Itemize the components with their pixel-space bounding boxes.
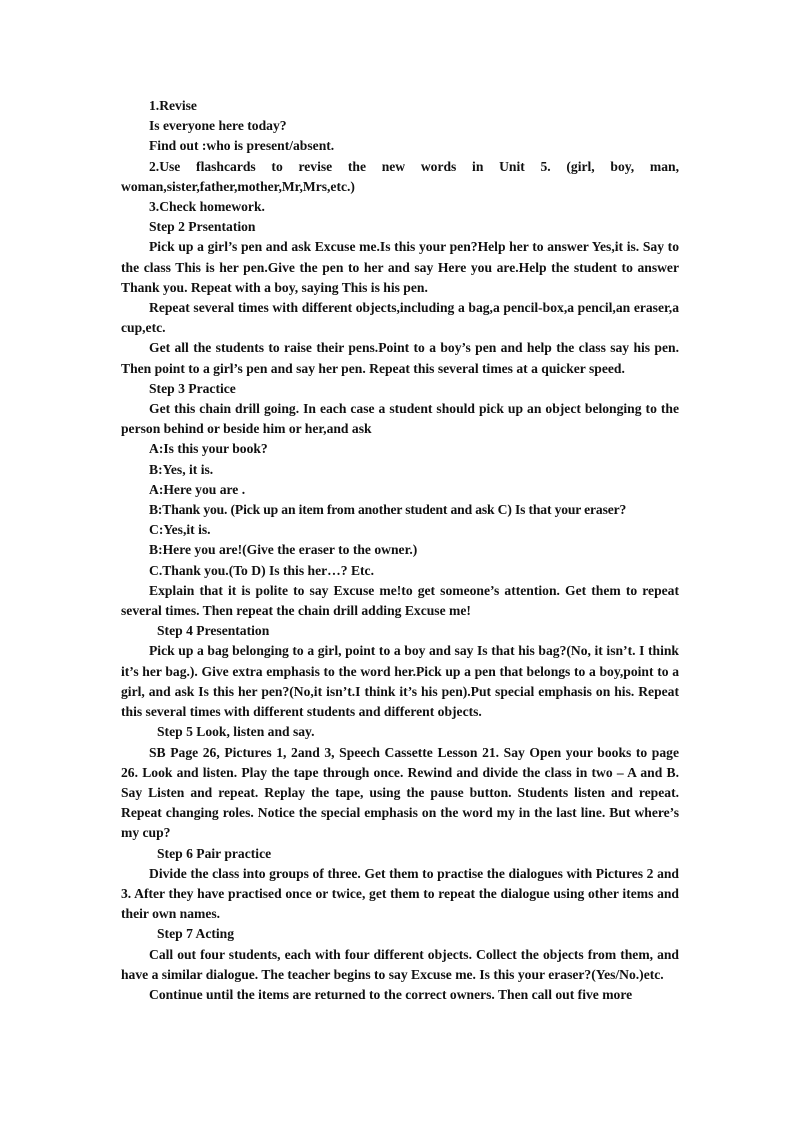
paragraph: Explain that it is polite to say Excuse me!to get someone’s attention. Get them to repeat several times. Then repeat the chain drill adding Excuse me! bbox=[121, 582, 679, 619]
dialogue-line: C.Thank you.(To D) Is this her…? Etc. bbox=[149, 562, 374, 578]
step-heading: Step 3 Practice bbox=[149, 380, 236, 396]
paragraph: Get all the students to raise their pens.Point to a boy’s pen and help the class say his pen. Then point to a girl’s pen and say her pen. Repeat this several times at a quicker speed. bbox=[121, 340, 679, 376]
heading-revise: 1.Revise bbox=[149, 98, 197, 113]
instruction-line: 3.Check homework. bbox=[149, 199, 265, 215]
paragraph: Divide the class into groups of three. Get them to practise the dialogues with Pictures 2 and 3. After they have practised once or twice, get them to repeat the dialogue using other items and their own names. bbox=[121, 865, 679, 922]
paragraph: Pick up a girl’s pen and ask Excuse me.Is this your pen?Help her to answer Yes,it is. Say to the class This is her pen.Give the pen to her and say Here you are.Help the student to answer Thank you. Repeat with a boy, saying This is his pen. bbox=[121, 239, 679, 295]
question-line: Is everyone here today? bbox=[149, 118, 287, 134]
dialogue-line: B:Yes, it is. bbox=[149, 461, 214, 477]
paragraph: Continue until the items are returned to the correct owners. Then call out five more bbox=[149, 986, 633, 1002]
step-heading: Step 6 Pair practice bbox=[157, 845, 272, 861]
instruction-line: Find out :who is present/absent. bbox=[149, 138, 335, 154]
dialogue-line: B:Here you are!(Give the eraser to the owner.) bbox=[149, 542, 418, 558]
document-body bbox=[121, 96, 679, 1005]
paragraph: Pick up a bag belonging to a girl, point to a boy and say Is that his bag?(No, it isn’t. I think it’s her bag.). Give extra emphasis to the word her.Pick up a pen that belongs to a boy,point to a girl, and ask Is this her pen?(No,it isn’t.I think it’s his pen).Put special emphasis on his. Repeat this several times with different students and different objects. bbox=[121, 643, 679, 720]
paragraph: SB Page 26, Pictures 1, 2and 3, Speech Cassette Lesson 21. Say Open your books to page 26. Look and listen. Play the tape through once. Rewind and divide the class in two – A and B. Say Listen and repeat. Replay the tape, using the pause button. Students listen and repeat. Repeat changing roles. Notice the special emphasis on the word my in the last line. But where’s my cup? bbox=[121, 744, 679, 841]
step-heading: Step 2 Prsentation bbox=[149, 219, 256, 235]
paragraph: Call out four students, each with four different objects. Collect the objects from them, and have a similar dialogue. The teacher begins to say Excuse me. Is this your eraser?(Yes/No.)etc. bbox=[121, 946, 679, 982]
dialogue-line: B:Thank you. (Pick up an item from another student and ask C) Is that your eraser? bbox=[149, 502, 627, 518]
step-heading: Step 4 Presentation bbox=[157, 623, 270, 639]
step-heading: Step 7 Acting bbox=[157, 926, 235, 942]
step-heading: Step 5 Look, listen and say. bbox=[157, 724, 315, 740]
paragraph-flashcards: 2.Use flashcards to revise the new words in Unit 5. (girl, boy, man, woman,sister,father,mother,Mr,Mrs,etc.) bbox=[121, 158, 679, 194]
dialogue-line: A:Is this your book? bbox=[149, 441, 268, 457]
dialogue-line: A:Here you are . bbox=[149, 481, 246, 497]
paragraph: Get this chain drill going. In each case a student should pick up an object belonging to the person behind or beside him or her,and ask bbox=[121, 401, 679, 437]
dialogue-line: C:Yes,it is. bbox=[149, 522, 211, 538]
paragraph: Repeat several times with different objects,including a bag,a pencil-box,a pencil,an eraser,a cup,etc. bbox=[121, 300, 679, 336]
